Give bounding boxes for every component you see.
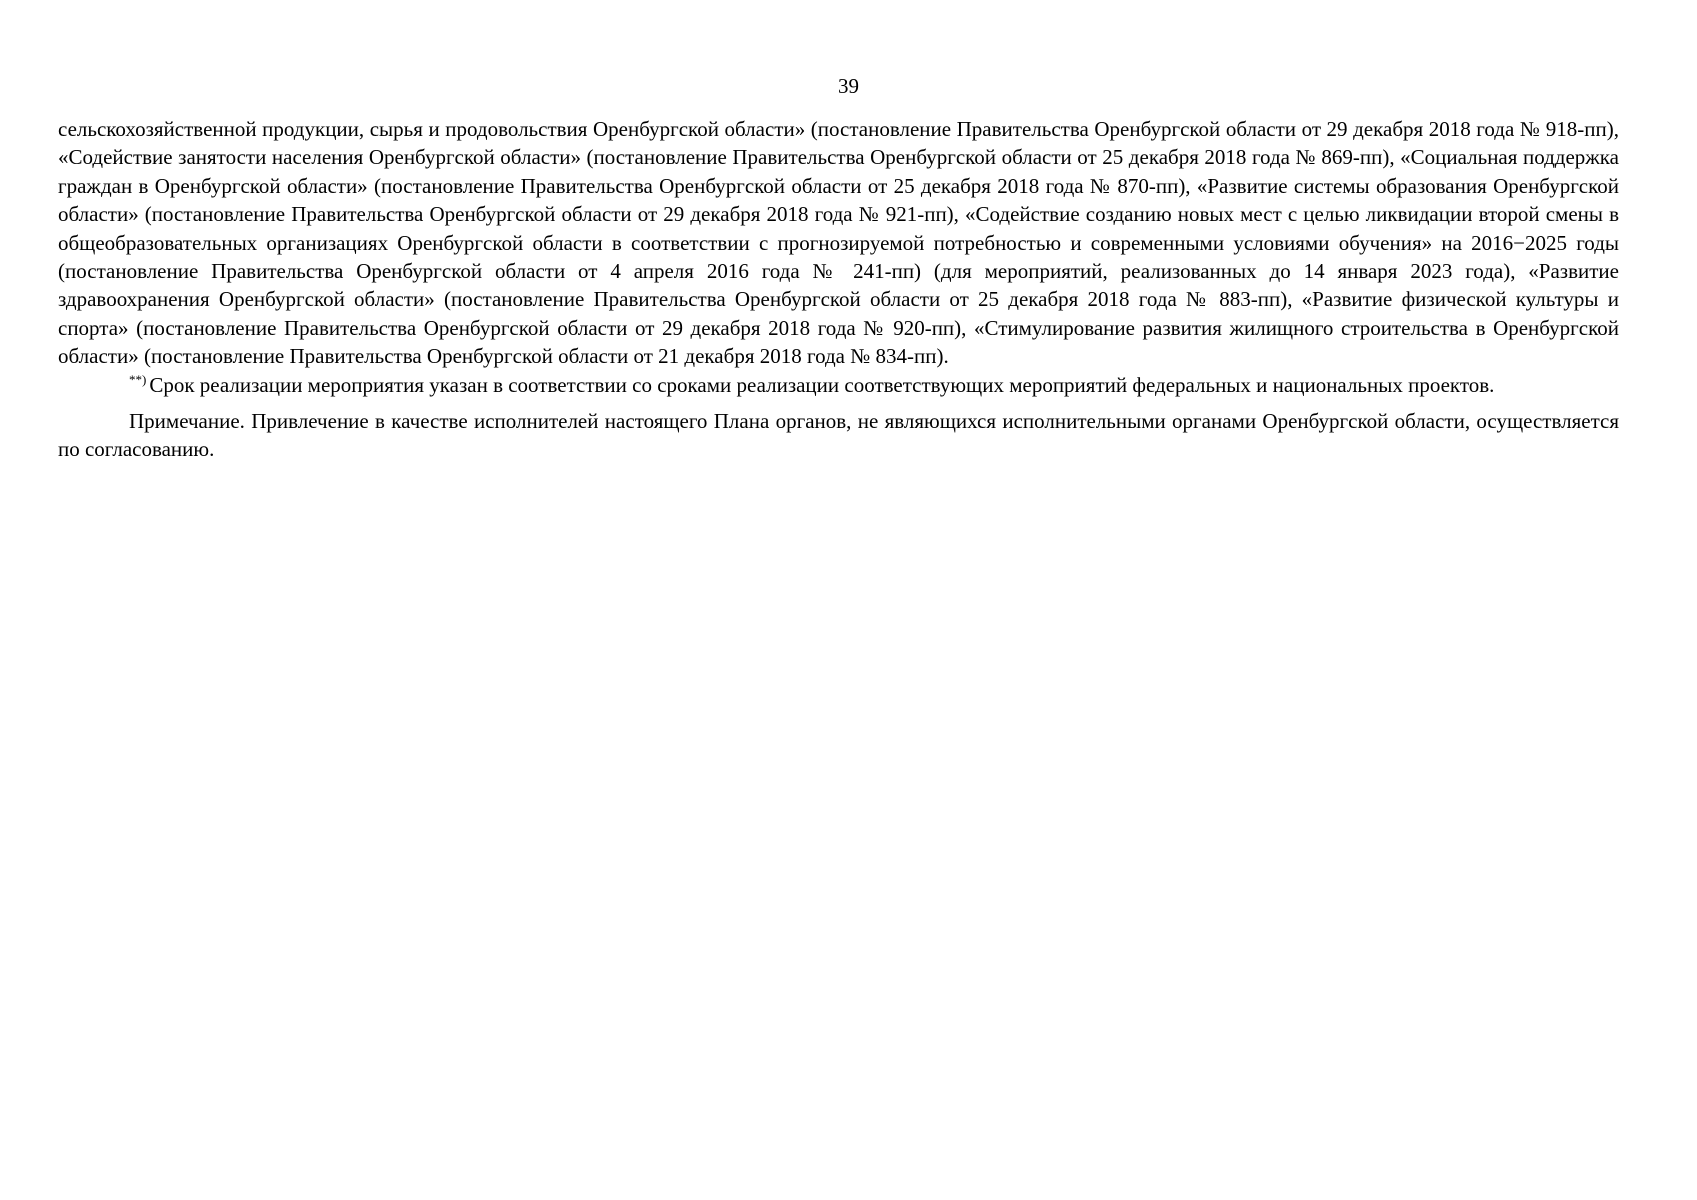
footnote-paragraph <box>58 371 1619 399</box>
footnote-mark: **) <box>129 371 147 387</box>
document-body <box>58 115 1619 464</box>
page-number: 39 <box>838 74 859 98</box>
note-paragraph: Примечание. Привлечение в качестве исполнителей настоящего Плана органов, не являющихся исполнительными органами Оренбургской области, осуществляется по согласованию. <box>58 409 1619 462</box>
footnote-text: Срок реализации мероприятия указан в соответствии со сроками реализации соответствующих мероприятий федеральных и национальных проектов. <box>149 372 1495 397</box>
continuation-paragraph: сельскохозяйственной продукции, сырья и продовольствия Оренбургской области» (постановление Правительства Оренбургской области от 29 декабря 2018 года № 918-пп), «Содействие занятости населения Оренбургской области» (постановление Правительства Оренбургской области от 25 декабря 2018 года № 869-пп), «Социальная поддержка граждан в Оренбургской области» (постановление Правительства Оренбургской области от 25 декабря 2018 года № 870-пп), «Развитие системы образования Оренбургской области» (постановление Правительства Оренбургской области от 29 декабря 2018 года № 921-пп), «Содействие созданию новых мест с целью ликвидации второй смены в общеобразовательных организациях Оренбургской области в соответствии с прогнозируемой потребностью и современными условиями обучения» на 2016−2025 годы (постановление Правительства Оренбургской области от 4 апреля 2016 года № 241-пп) (для мероприятий, реализованных до 14 января 2023 года), «Развитие здравоохранения Оренбургской области» (постановление Правительства Оренбургской области от 25 декабря 2018 года № 883-пп), «Развитие физической культуры и спорта» (постановление Правительства Оренбургской области от 29 декабря 2018 года № 920-пп), «Стимулирование развития жилищного строительства в Оренбургской области» (постановление Правительства Оренбургской области от 21 декабря 2018 года № 834-пп). <box>58 117 1619 369</box>
